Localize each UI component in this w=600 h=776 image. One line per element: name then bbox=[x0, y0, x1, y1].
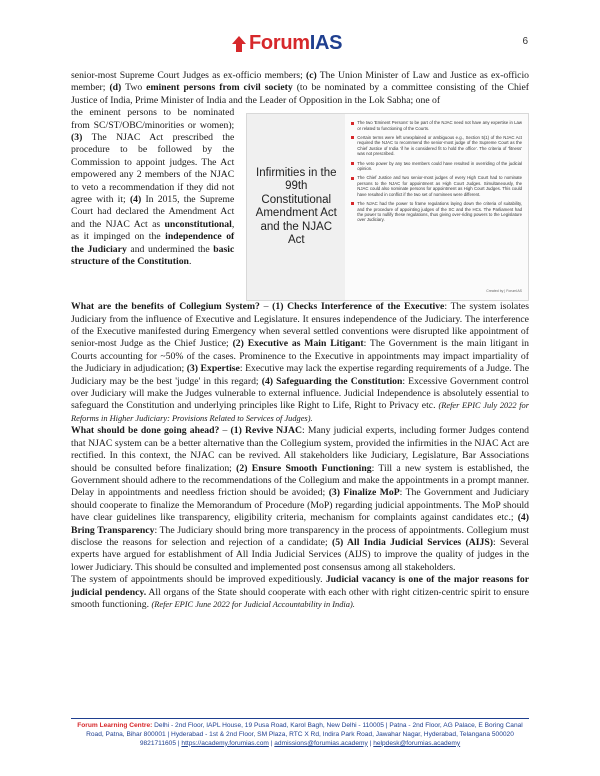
page-number: 6 bbox=[522, 36, 528, 47]
page-header bbox=[0, 0, 600, 62]
way-ahead-paragraph: What should be done going ahead? – (1) Revive NJAC: Many judicial experts, including former Judges contend that NJAC system can be a better alternative than the Collegium system, provided the infirmities in the NJAC Act are rectified. In this context, the NJAC can be revived. All stakeholders like Judiciary, Legislature, Bar Associations should be consulted before finalization; (2) Ensure Smooth Functioning: Till a new system is established, the Government should adhere to the recommendations of the Collegium and make the appointments in a prompt manner. Delay in appointments and needless friction should be avoided; (3) Finalize MoP: The Government and Judiciary should cooperate to finalize the Memorandum of Procedure (MoP) regarding judicial appointments. The MoP should have clear guidelines like transparency, eligibility criteria, mechanism for complaints against candidates etc.; (4) Bring Transparency: The Judiciary should bring more transparency in the process of appointments. Collegium must disclose the reasons for selection and rejection of a candidate; (5) All India Judicial Services (AIJS): Several experts have argued for establishment of All India Judicial Services (AIJS) to improve the quality of judges in the lower Judiciary. This should be consulted and implemented post consensus among all stakeholders. bbox=[71, 425, 530, 573]
closing-paragraph: The system of appointments should be improved expeditiously. Judicial vacancy is one of the major reasons for judicial pendency. All organs of the State should cooperate with each other with right citizen-centric spirit to ensure smooth functioning. (Refer EPIC June 2022 for Judicial Accountability in India). bbox=[71, 574, 529, 610]
helpdesk-email-link[interactable]: helpdesk@forumias.academy bbox=[373, 739, 461, 747]
footer-label: Forum Learning Centre: bbox=[77, 722, 153, 729]
forumias-logo-icon bbox=[232, 36, 246, 52]
collegium-benefits-paragraph: What are the benefits of Collegium System? – (1) Checks Interference of the Executive: The system isolates Judiciary from the influence of Executive and Legislature. It ensures independence of the Judiciary. The interference of the Executive manifested during Emergency when several settled conventions were disrupted like appointment of senior-most Judge as the Chief Justice; (2) Executive as Main Litigant: The Government is the main litigant in Courts accounting for ~50% of the cases. Prominence to the Executive in appointments may impact impartiality of the Judiciary in adjudication; (3) Expertise: Executive may lack the expertise regarding requirements of a Judge. The Judiciary may be the best 'judge' in this regard; (4) Safeguarding the Constitution: Excessive Government control over Judiciary will make the Judges vulnerable to external influence. Judicial Independence is absolutely essential to safeguard the Constitution and underlying principles like Right to Life, Right to Privacy etc. (Refer EPIC July 2022 for Reforms in Higher Judiciary: Provisions Related to Services of Judges). bbox=[71, 301, 530, 423]
infographic-title: Infirmities in the 99th Constitutional Amendment Act and the NJAC Act bbox=[247, 114, 345, 300]
bullet-icon bbox=[351, 136, 354, 139]
infographic-list bbox=[345, 114, 528, 300]
bullet-icon bbox=[351, 122, 354, 125]
infographic-item: The NJAC had the power to frame regulations laying down the criteria of suitability, and the procedure of appointing judges of the SC and the HCs. The Parliament had the power to nullify these regulations, thus giving over-riding powers to the Legislature over Judiciary. bbox=[351, 201, 522, 223]
njac-infirmities-infographic bbox=[246, 113, 529, 301]
admissions-email-link[interactable]: admissions@forumias.academy bbox=[274, 739, 368, 747]
academy-link[interactable]: https://academy.forumias.com bbox=[181, 739, 269, 747]
article-content bbox=[71, 70, 529, 611]
text-with-infographic bbox=[71, 107, 529, 301]
infographic-item: The Chief Justice and two senior-most judges of every High Court had to nominate persons to the NJAC for appointment as High Court Judges. Simultaneously, the NJAC could also nominate persons for appointment as High Court Judges. This could have resulted in conflict if the two set of nominees were different. bbox=[351, 175, 522, 197]
logo-text: ForumIAS bbox=[249, 32, 343, 54]
bullet-icon bbox=[351, 177, 354, 180]
infographic-credit: Created by | ForumIAS bbox=[486, 288, 522, 293]
forumias-logo bbox=[232, 32, 342, 55]
njac-composition-paragraph: senior-most Supreme Court Judges as ex-officio members; (c) The Union Minister of Law and Justice as ex-officio member; (d) Two eminent persons from civil society (to be nominated by a committee consisting of the Chief Justice of India, Prime Minister of India and the Leader of Opposition in the Lok Sabha; one of bbox=[71, 70, 530, 106]
infographic-item: Certain terms were left unexplained or ambiguous e.g., Section 5(1) of the NJAC Act required the NJAC to recommend the senior-most judge of the Supreme Court as the Chief Justice of India 'if he is considered fit to hold the office'. The criteria of 'fitness' was not prescribed. bbox=[351, 135, 522, 157]
footer-divider bbox=[71, 718, 529, 719]
infographic-item: The two 'Eminent Persons' to be part of the NJAC need not have any expertise in Law or related to functioning of the Courts. bbox=[351, 120, 522, 131]
bullet-icon bbox=[351, 202, 354, 205]
njac-left-column: the eminent persons to be nominated from SC/ST/OBC/minorities or women); (3) The NJAC Act prescribed the procedure to be followed by the Commission to appoint judges. The Act empowered any 2 members of the NJAC to veto a recommendation if they did not agree with it; (4) In 2015, the Supreme Court had declared the Amendment Act and the NJAC Act as unconstitutional, as it impinged on the independence of the Judiciary and undermined the basic structure of the Constitution. bbox=[71, 107, 235, 268]
bullet-icon bbox=[351, 162, 354, 165]
footer-addresses: Delhi - 2nd Floor, IAPL House, 19 Pusa Road, Karol Bagh, New Delhi - 110005 | Patna - 2nd Floor, AG Palace, E Boring Canal Road, Patna, Bihar 800001 | Hyderabad - 1st & 2nd Floor, SM Plaza, RTC X Rd, Indira Park Road, Jawahar Nagar, Hyderabad, Telangana 500020 bbox=[86, 722, 523, 738]
page-footer: Forum Learning Centre: Delhi - 2nd Floor, IAPL House, 19 Pusa Road, Karol Bagh, New Delhi - 110005 | Patna - 2nd Floor, AG Palace, E Boring Canal Road, Patna, Bihar 800001 | Hyderabad - 1st & 2nd Floor, SM Plaza, RTC X Rd, Indira Park Road, Jawahar Nagar, Hyderabad, Telangana 500020 9821711605 | https://academy.forumias.com | admissions@forumias.academy | helpdesk@forumias.academy bbox=[77, 722, 523, 747]
footer-phone: 9821711605 bbox=[139, 739, 177, 747]
infographic-item: The veto power by any two members could have resulted in overriding of the judicial opinion. bbox=[351, 161, 522, 172]
